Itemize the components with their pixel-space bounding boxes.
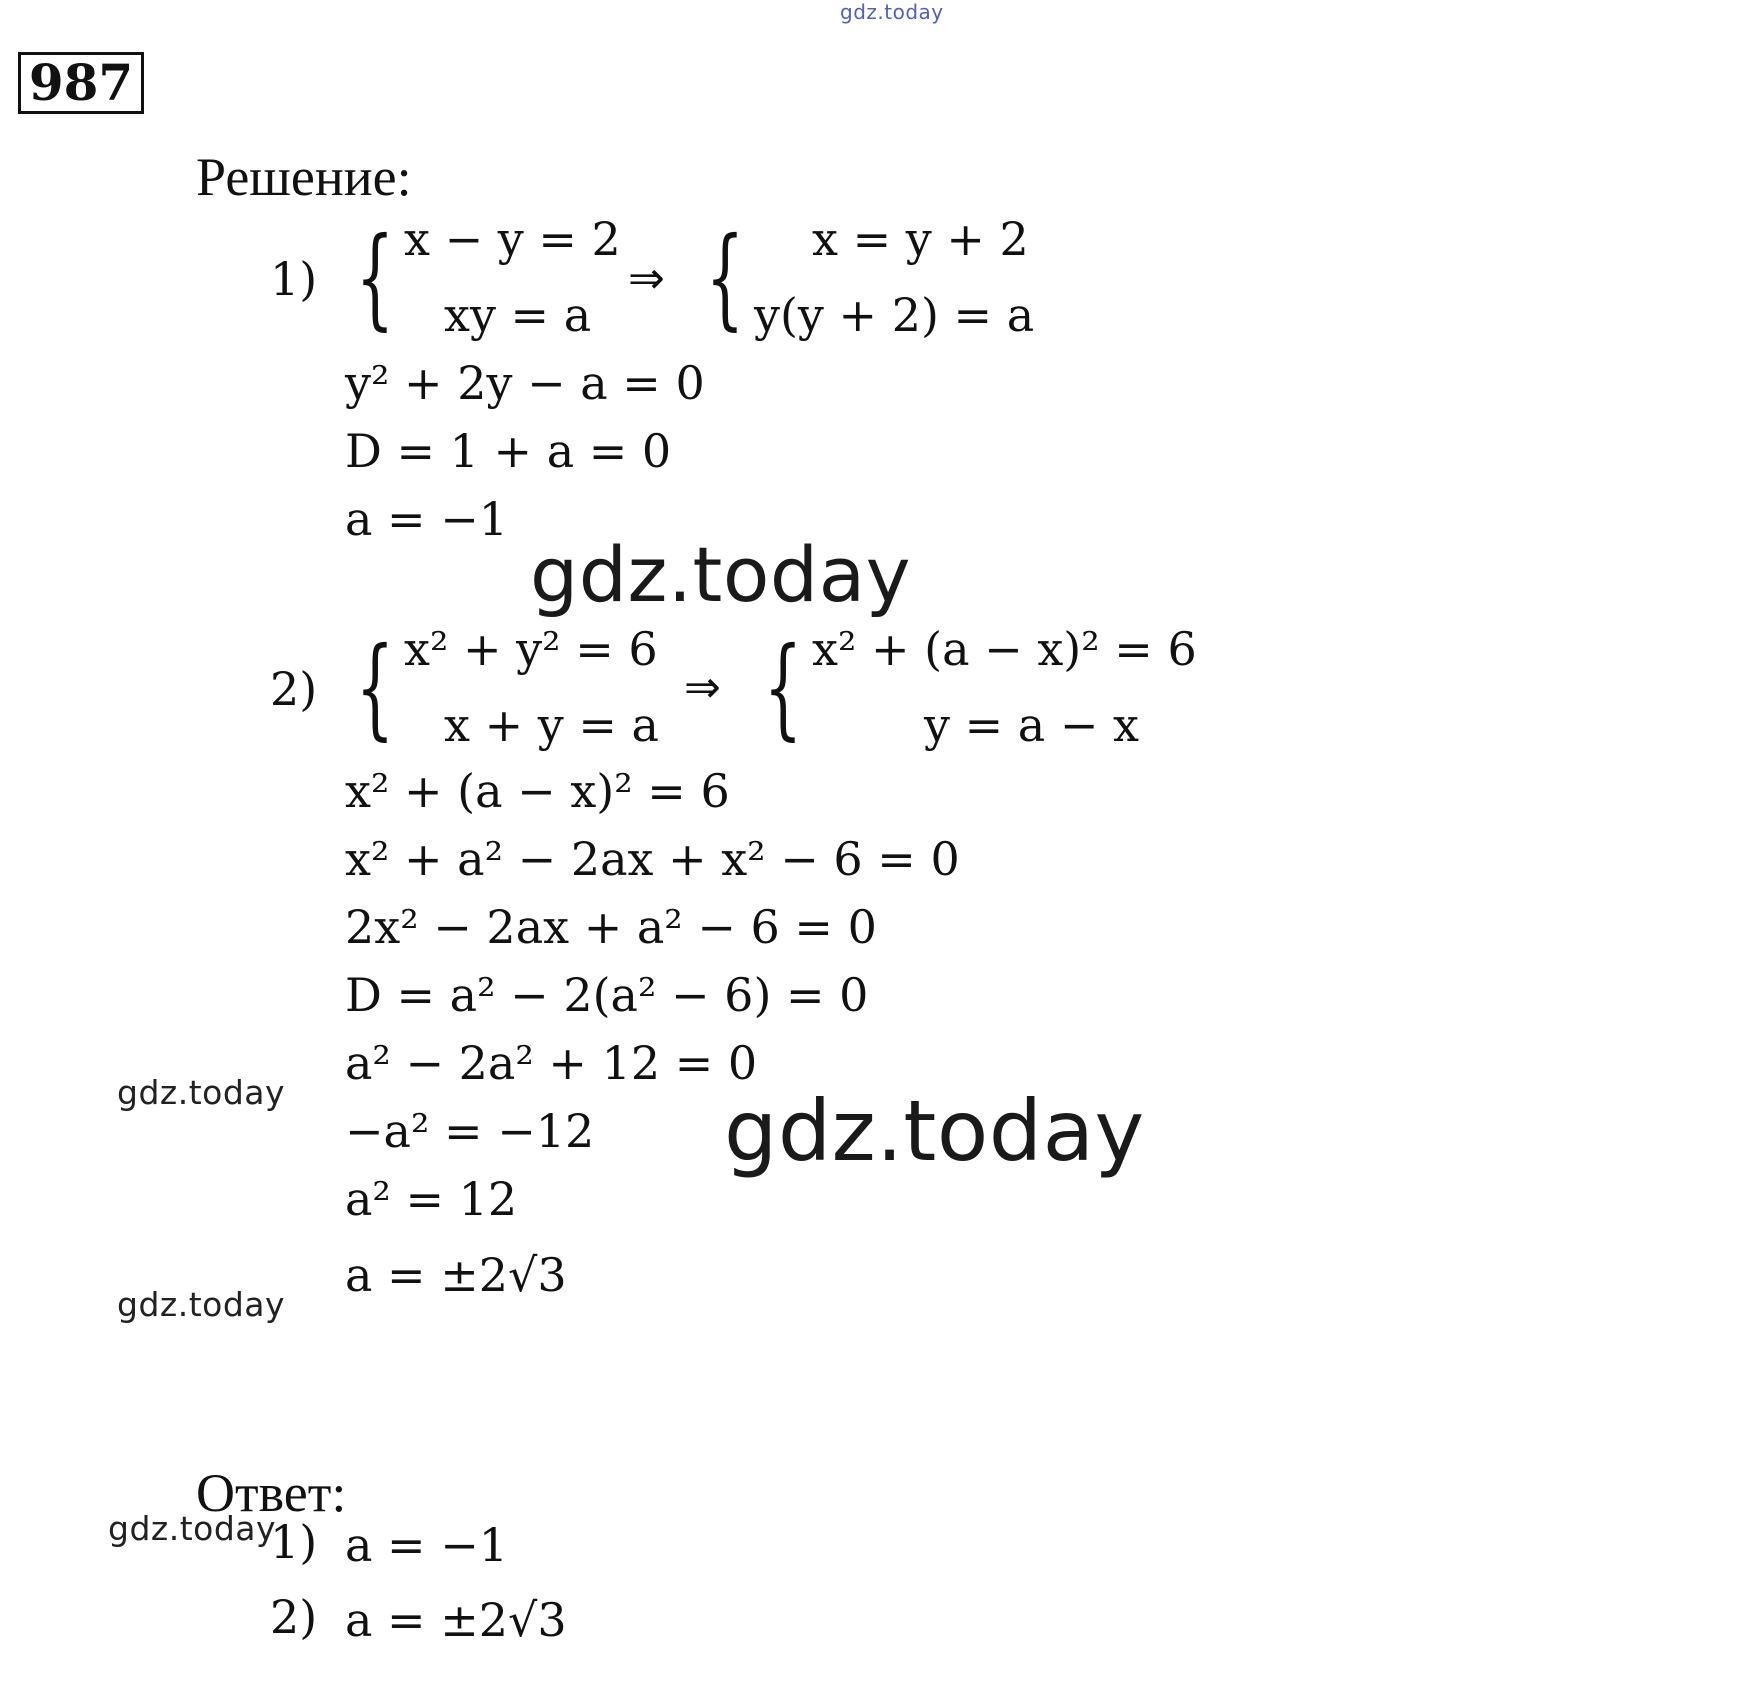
watermark-top: gdz.today bbox=[840, 0, 944, 24]
answer-label: 1) bbox=[270, 1515, 318, 1569]
math-step: x² + a² − 2ax + x² − 6 = 0 bbox=[345, 832, 960, 886]
brace-icon: { bbox=[763, 623, 803, 751]
equation: y(y + 2) = a bbox=[754, 288, 1035, 342]
problem-number: 987 bbox=[18, 52, 144, 114]
math-step: −a² = −12 bbox=[345, 1104, 595, 1158]
equation: x² + y² = 6 bbox=[404, 622, 658, 676]
equation: x − y = 2 bbox=[404, 212, 621, 266]
part1-system-right bbox=[690, 212, 1034, 342]
implies-arrow: ⇒ bbox=[628, 253, 665, 304]
part2-system-left bbox=[340, 622, 659, 752]
watermark-small: gdz.today bbox=[117, 1073, 286, 1112]
equation: x = y + 2 bbox=[812, 212, 1029, 266]
brace-icon: { bbox=[355, 623, 395, 751]
equation: x² + (a − x)² = 6 bbox=[812, 622, 1197, 676]
math-step: a = ±2√3 bbox=[345, 1248, 567, 1302]
watermark-small: gdz.today bbox=[108, 1509, 277, 1548]
math-step: x² + (a − x)² = 6 bbox=[345, 764, 730, 818]
math-step: a² − 2a² + 12 = 0 bbox=[345, 1036, 758, 1090]
equation: y = a − x bbox=[924, 698, 1139, 752]
math-step: y² + 2y − a = 0 bbox=[345, 356, 705, 410]
answer-heading: Ответ: bbox=[196, 1463, 347, 1523]
equation: xy = a bbox=[444, 288, 592, 342]
part2-label: 2) bbox=[270, 662, 318, 716]
answer-label: 2) bbox=[270, 1590, 318, 1644]
part1-label: 1) bbox=[270, 252, 318, 306]
brace-icon: { bbox=[355, 213, 395, 341]
answer-value: a = ±2√3 bbox=[345, 1593, 567, 1647]
solution-heading: Решение: bbox=[196, 147, 412, 207]
math-step: a² = 12 bbox=[345, 1172, 518, 1226]
math-step: D = 1 + a = 0 bbox=[345, 424, 672, 478]
watermark-small: gdz.today bbox=[117, 1285, 286, 1324]
watermark-large: gdz.today bbox=[724, 1082, 1145, 1180]
brace-icon: { bbox=[705, 213, 745, 341]
part2-system-right bbox=[748, 622, 1197, 752]
implies-arrow: ⇒ bbox=[684, 662, 721, 713]
part1-system-left bbox=[340, 212, 621, 342]
answer-value: a = −1 bbox=[345, 1518, 509, 1572]
math-step: a = −1 bbox=[345, 492, 509, 546]
math-step: D = a² − 2(a² − 6) = 0 bbox=[345, 968, 869, 1022]
equation: x + y = a bbox=[444, 698, 659, 752]
math-step: 2x² − 2ax + a² − 6 = 0 bbox=[345, 900, 877, 954]
watermark-large: gdz.today bbox=[530, 530, 912, 619]
